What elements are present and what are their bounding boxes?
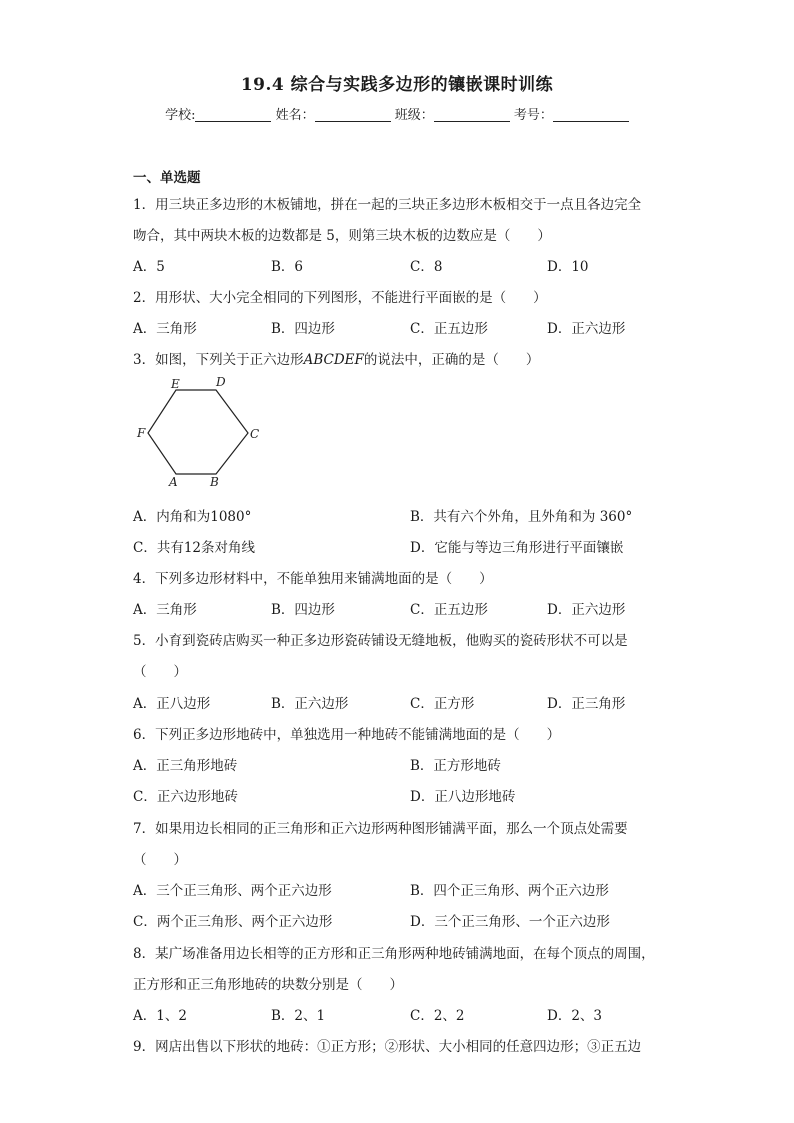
- option-d: D．三个正三角形、一个正六边形: [410, 914, 610, 930]
- question-3-text-a: 3．如图，下列关于正六边形: [133, 352, 304, 368]
- option-c: C．正六边形地砖: [133, 789, 238, 805]
- question-7-line-1: 7．如果用边长相同的正三角形和正六边形两种图形铺满平面，那么一个顶点处需要: [133, 821, 628, 837]
- option-a: A．内角和为1080°: [133, 509, 252, 525]
- hexagon-figure: [133, 372, 273, 492]
- option-d: D．2、3: [547, 1008, 603, 1024]
- option-b: B．四边形: [271, 602, 335, 618]
- question-8-line-2: 正方形和正三角形地砖的块数分别是（ ）: [133, 977, 403, 993]
- option-b: B．正六边形: [271, 696, 349, 712]
- option-a: A．5: [133, 259, 165, 275]
- school-blank: [195, 107, 271, 122]
- question-8-options: [133, 1004, 693, 1024]
- question-5-options: [133, 692, 693, 712]
- option-c: C．2、2: [410, 1008, 465, 1024]
- question-7-options-row-2: [133, 910, 693, 930]
- option-c: C．两个正三角形、两个正六边形: [133, 914, 333, 930]
- student-info-row: [0, 104, 794, 123]
- question-1-line-1: 1．用三块正多边形的木板铺地，拼在一起的三块正多边形木板相交于一点且各边完全: [133, 197, 642, 213]
- option-b: B．2、1: [271, 1008, 326, 1024]
- option-b: B．6: [271, 259, 304, 275]
- option-a: A．三角形: [133, 602, 197, 618]
- vertex-label-f: F: [137, 426, 146, 440]
- option-c: C．共有12条对角线: [133, 540, 256, 556]
- class-label: 班级：: [394, 108, 434, 123]
- question-3-options-row-2: [133, 536, 693, 556]
- class-blank: [434, 107, 510, 122]
- exam-no-label: 考号：: [513, 108, 553, 123]
- option-d: D．正六边形: [547, 321, 626, 337]
- question-6-options-row-1: [133, 754, 693, 774]
- option-b: B．共有六个外角，且外角和为 360°: [410, 509, 633, 525]
- vertex-label-b: B: [210, 475, 219, 489]
- option-d: D．10: [547, 259, 589, 275]
- option-c: C．正方形: [410, 696, 475, 712]
- name-blank: [315, 107, 391, 122]
- option-d: D．正八边形地砖: [410, 789, 516, 805]
- option-c: C．正五边形: [410, 602, 488, 618]
- exam-no-blank: [553, 107, 629, 122]
- question-6-options-row-2: [133, 785, 693, 805]
- question-2-line-1: 2．用形状、大小完全相同的下列图形，不能进行平面嵌的是（ ）: [133, 290, 547, 306]
- question-3-options-row-1: [133, 505, 693, 525]
- vertex-label-e: E: [171, 377, 180, 391]
- school-label: 学校:: [165, 108, 196, 123]
- section-heading: 一、单选题: [133, 170, 201, 186]
- hexagon-shape: [148, 390, 248, 474]
- question-4-options: [133, 598, 693, 618]
- option-b: B．正方形地砖: [410, 758, 501, 774]
- page-title: 19.4 综合与实践多边形的镶嵌课时训练: [240, 75, 554, 95]
- vertex-label-c: C: [250, 427, 260, 441]
- option-a: A．三角形: [133, 321, 197, 337]
- option-b: B．四个正三角形、两个正六边形: [410, 883, 609, 899]
- option-c: C．正五边形: [410, 321, 488, 337]
- question-4-line-1: 4．下列多边形材料中，不能单独用来铺满地面的是（ ）: [133, 571, 493, 587]
- vertex-label-a: A: [169, 475, 178, 489]
- question-8-line-1: 8．某广场准备用边长相等的正方形和正三角形两种地砖铺满地面，在每个顶点的周围，: [133, 946, 655, 962]
- question-5-line-2: （ ）: [133, 664, 187, 680]
- question-7-line-2: （ ）: [133, 852, 187, 868]
- question-3-line-1: [133, 348, 539, 368]
- option-c: C．8: [410, 259, 443, 275]
- question-2-options: [133, 317, 693, 337]
- question-5-line-1: 5．小育到瓷砖店购买一种正多边形瓷砖铺设无缝地板，他购买的瓷砖形状不可以是: [133, 633, 628, 649]
- name-label: 姓名：: [275, 108, 315, 123]
- question-3-text-b: 的说法中，正确的是（ ）: [363, 352, 540, 368]
- option-a: A．1、2: [133, 1008, 187, 1024]
- option-d: D．正三角形: [547, 696, 626, 712]
- question-9-line-1: 9．网店出售以下形状的地砖：①正方形；②形状、大小相同的任意四边形；③正五边: [133, 1039, 642, 1055]
- question-1-options: [133, 255, 693, 275]
- option-a: A．三个正三角形、两个正六边形: [133, 883, 332, 899]
- question-1-line-2: 吻合，其中两块木板的边数都是 5，则第三块木板的边数应是（ ）: [133, 228, 551, 244]
- question-6-line-1: 6．下列正多边形地砖中，单独选用一种地砖不能铺满地面的是（ ）: [133, 727, 561, 743]
- hexagon-name: ABCDEF: [303, 352, 364, 368]
- question-7-options-row-1: [133, 879, 693, 899]
- option-d: D．它能与等边三角形进行平面镶嵌: [410, 540, 624, 556]
- option-d: D．正六边形: [547, 602, 626, 618]
- vertex-label-d: D: [216, 375, 226, 389]
- option-a: A．正三角形地砖: [133, 758, 238, 774]
- option-a: A．正八边形: [133, 696, 211, 712]
- option-b: B．四边形: [271, 321, 335, 337]
